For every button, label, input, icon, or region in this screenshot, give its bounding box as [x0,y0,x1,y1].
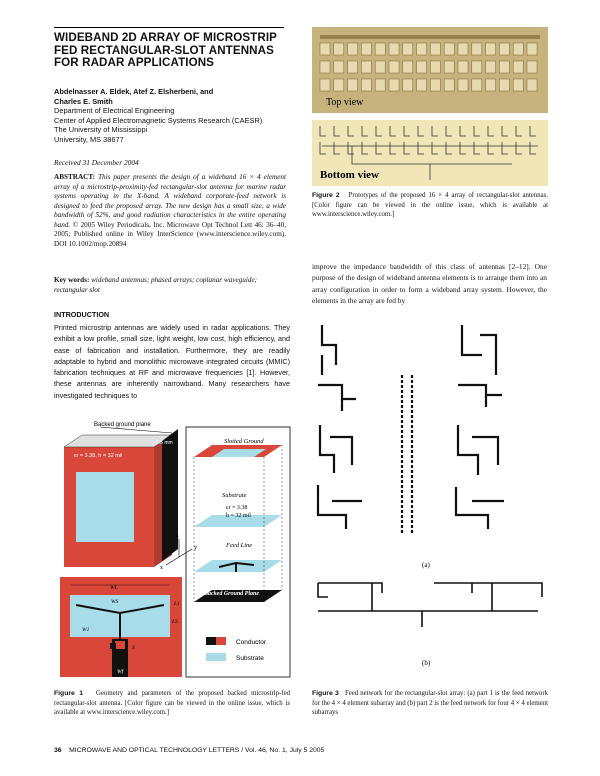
slot-element [527,43,537,55]
abstract [54,173,286,249]
slot-element [403,79,413,91]
slot-element [375,43,385,55]
dim-wf: Wf [117,669,124,675]
slot-element [513,43,523,55]
fig3-label-a: (a) [422,561,430,569]
fig1-slotted-label: Slotted Ground [224,438,264,445]
journal-line: MICROWAVE AND OPTICAL TECHNOLOGY LETTERS / Vol. 46, No. 1, July 5 2005 [69,747,325,754]
affiliation-2: Center of Applied Electromagnetic Systems Research (CAESR) [54,115,263,125]
feed-line-element [334,126,340,154]
dim-wl: WL [110,585,118,591]
slot-element [472,61,482,73]
dim-w1: W1 [82,627,90,633]
slot-element [348,43,358,55]
slot-element [389,43,399,55]
fig1-substrate-label: Substrate [222,492,247,499]
page-footer [54,747,324,754]
fig1-backed-gp-label: Backed Ground Plane [204,591,260,597]
figure-2-caption-label: Figure 2 [312,192,340,199]
fig1-55-label: 5.5 mm [156,440,173,446]
slot-element [348,79,358,91]
slot-element [403,61,413,73]
feed-line-element [404,126,410,154]
dim-l1: L1 [174,601,180,607]
figure-1 [54,417,294,682]
article-title: WIDEBAND 2D ARRAY OF MICROSTRIP FED RECTANGULAR-SLOT ANTENNAS FOR RADAR APPLICATIONS [54,31,277,70]
slot-element [334,79,344,91]
feed-line-element [348,126,354,154]
abstract-citation: © 2005 Wiley Periodicals, Inc. Microwave Opt Technol Lett 46: 36–40, 2005; Published online in Wiley InterScience (www.interscience.wiley.com). DOI 10.1002/mop.20894 [54,220,287,248]
feed-line-element [376,126,382,154]
slot-element [334,43,344,55]
slot-element [472,43,482,55]
figure-3-graphic [312,315,548,675]
feed-line-element [390,126,396,154]
figure-3 [312,315,548,675]
authors-line-1: Abdelnasser A. Eldek, Atef Z. Elsherbeni, and [54,87,214,96]
slot-element [389,79,399,91]
fig3-label-b: (b) [422,659,431,667]
abstract-text: This paper presents the design of a wideband 16 × 4 element array of a microstrip-proximity-fed rectangular-slot antenna for marine radar systems operating in the X-band. A wideband corporate-feed network is designed to feed the proposed array. The new design has a small size, a wide bandwidth of 52%, and good radiation characteristics in the entire operating band. [54,173,287,229]
fig1-eps-label: εr = 3.38, h = 32 mil [74,453,123,459]
title-rule [54,27,284,28]
intro-heading: INTRODUCTION [54,310,110,319]
abstract-label: ABSTRACT: [54,173,96,181]
feed-line-element [460,126,466,154]
slot-element [375,61,385,73]
dim-s: S [132,645,135,651]
received-date: Received 31 December 2004 [54,158,139,167]
feed-line-element [418,126,424,154]
slot-element [472,79,482,91]
slot-element [486,43,496,55]
fig1-er-label: εr = 3.38 [226,505,248,511]
slot-element [361,43,371,55]
figure-1-caption-text: Geometry and parameters of the proposed backed microstrip-fed rectangular-slot antenna. [Color figure can be viewed in the online issue, which is available at www.interscience.wiley.com.] [54,690,290,717]
slot-element [499,79,509,91]
dim-ws: WS [111,599,119,605]
page-number: 36 [54,747,62,754]
fig1-h-label: h = 32 mil [226,513,251,519]
slot-element [527,79,537,91]
slot-element [486,61,496,73]
keywords-text: wideband antennas; phased arrays; coplanar waveguide; rectangular slot [54,276,258,294]
feed-line-element [446,126,452,154]
feed-line-element [320,126,326,154]
keywords-label: Key words: [54,276,90,284]
fig1-backed-label: Backed ground plane [94,422,151,428]
affiliation-1: Department of Electrical Engineering [54,106,175,116]
authors-line-2: Charles E. Smith [54,96,113,106]
feed-line-element [362,126,368,154]
fig1-feed-label: Feed Line [226,542,253,549]
slot-element [320,43,330,55]
feed-network-b [318,583,542,627]
legend-substrate: Substrate [236,655,264,662]
slot-element [348,61,358,73]
feed-line-element [530,126,536,154]
feed-line-element [502,126,508,154]
slot-element [430,79,440,91]
feed-line-element [488,126,494,154]
figure-2-caption-text: Prototypes of the proposed 16 × 4 array of rectangular-slot antennas. [Color figure can be viewed in the online issue, which is available at www.interscience.wiley.com.] [312,192,548,219]
slot-element [417,61,427,73]
slot-element [513,79,523,91]
feed-network-a [318,325,504,535]
figure-1-caption-label: Figure 1 [54,690,84,697]
slot-element [444,79,454,91]
slot-element [361,79,371,91]
dim-ls: LS [172,619,178,625]
slot-element [499,61,509,73]
slot-element [458,61,468,73]
slot-element [444,43,454,55]
slot-element [499,43,509,55]
slot-element [375,79,385,91]
bottom-view-label: Bottom view [320,169,379,181]
slot-element [403,43,413,55]
axis-z: z [176,533,179,539]
figure-1-graphic [54,417,294,682]
slot-element [430,43,440,55]
affiliation-4: University, MS 38677 [54,134,124,144]
slot-element [389,61,399,73]
slot-element [417,79,427,91]
top-view-slots [312,27,548,113]
feed-line-element [432,126,438,154]
figure-3-caption-label: Figure 3 [312,690,339,697]
intro-paragraph: Printed microstrip antennas are widely used in radar applications. They exhibit a low profile, small size, light weight, low cost, high efficiency, and ease of fabrication and installation. Furthermore, they are readily adaptable to hybrid and monolithic microwave integrated circuits (MMIC) fabrication techniques at RF and microwave frequencies [1]. However, these antennas are inherently narrowband. Many researchers have investigated techniques to [54,323,290,400]
slot-element [458,43,468,55]
legend-conductor: Conductor [236,639,266,646]
slot-element [513,61,523,73]
bottom-view-feed [312,120,548,186]
slot-element [320,61,330,73]
affiliation-3: The University of Mississippi [54,125,148,135]
author-block [54,87,289,145]
slot-element [486,79,496,91]
right-column-paragraph: improve the impedance bandwidth of this class of antennas [2–12]. One purpose of the design of wideband antenna elements is to arrange them into an array configuration in order to form a wideband array system. However, the elements in the array are fed by [312,262,547,305]
slot-element [320,79,330,91]
slot-element [334,61,344,73]
figure-3-caption [312,689,548,718]
feed-line-element [516,126,522,154]
slot-element [458,79,468,91]
keywords [54,276,286,295]
axis-x: x [160,565,163,571]
figure-2-caption [312,191,548,220]
slot-element [527,61,537,73]
top-view-label: Top view [326,97,364,108]
slot-element [430,61,440,73]
figure-1-caption [54,689,290,718]
slot-element [417,43,427,55]
figure-3-caption-text: Feed network for the rectangular-slot array: (a) part 1 is the feed network for the 4 × 4 element subarray and (b) part 2 is the feed network for four 4 × 4 element subarrays [312,690,548,717]
slot-element [444,61,454,73]
slot-element [361,61,371,73]
feed-line-element [474,126,480,154]
figure-2-bottom-photo [312,120,548,186]
figure-2-top-photo [312,27,548,113]
axis-y: y [194,545,197,551]
